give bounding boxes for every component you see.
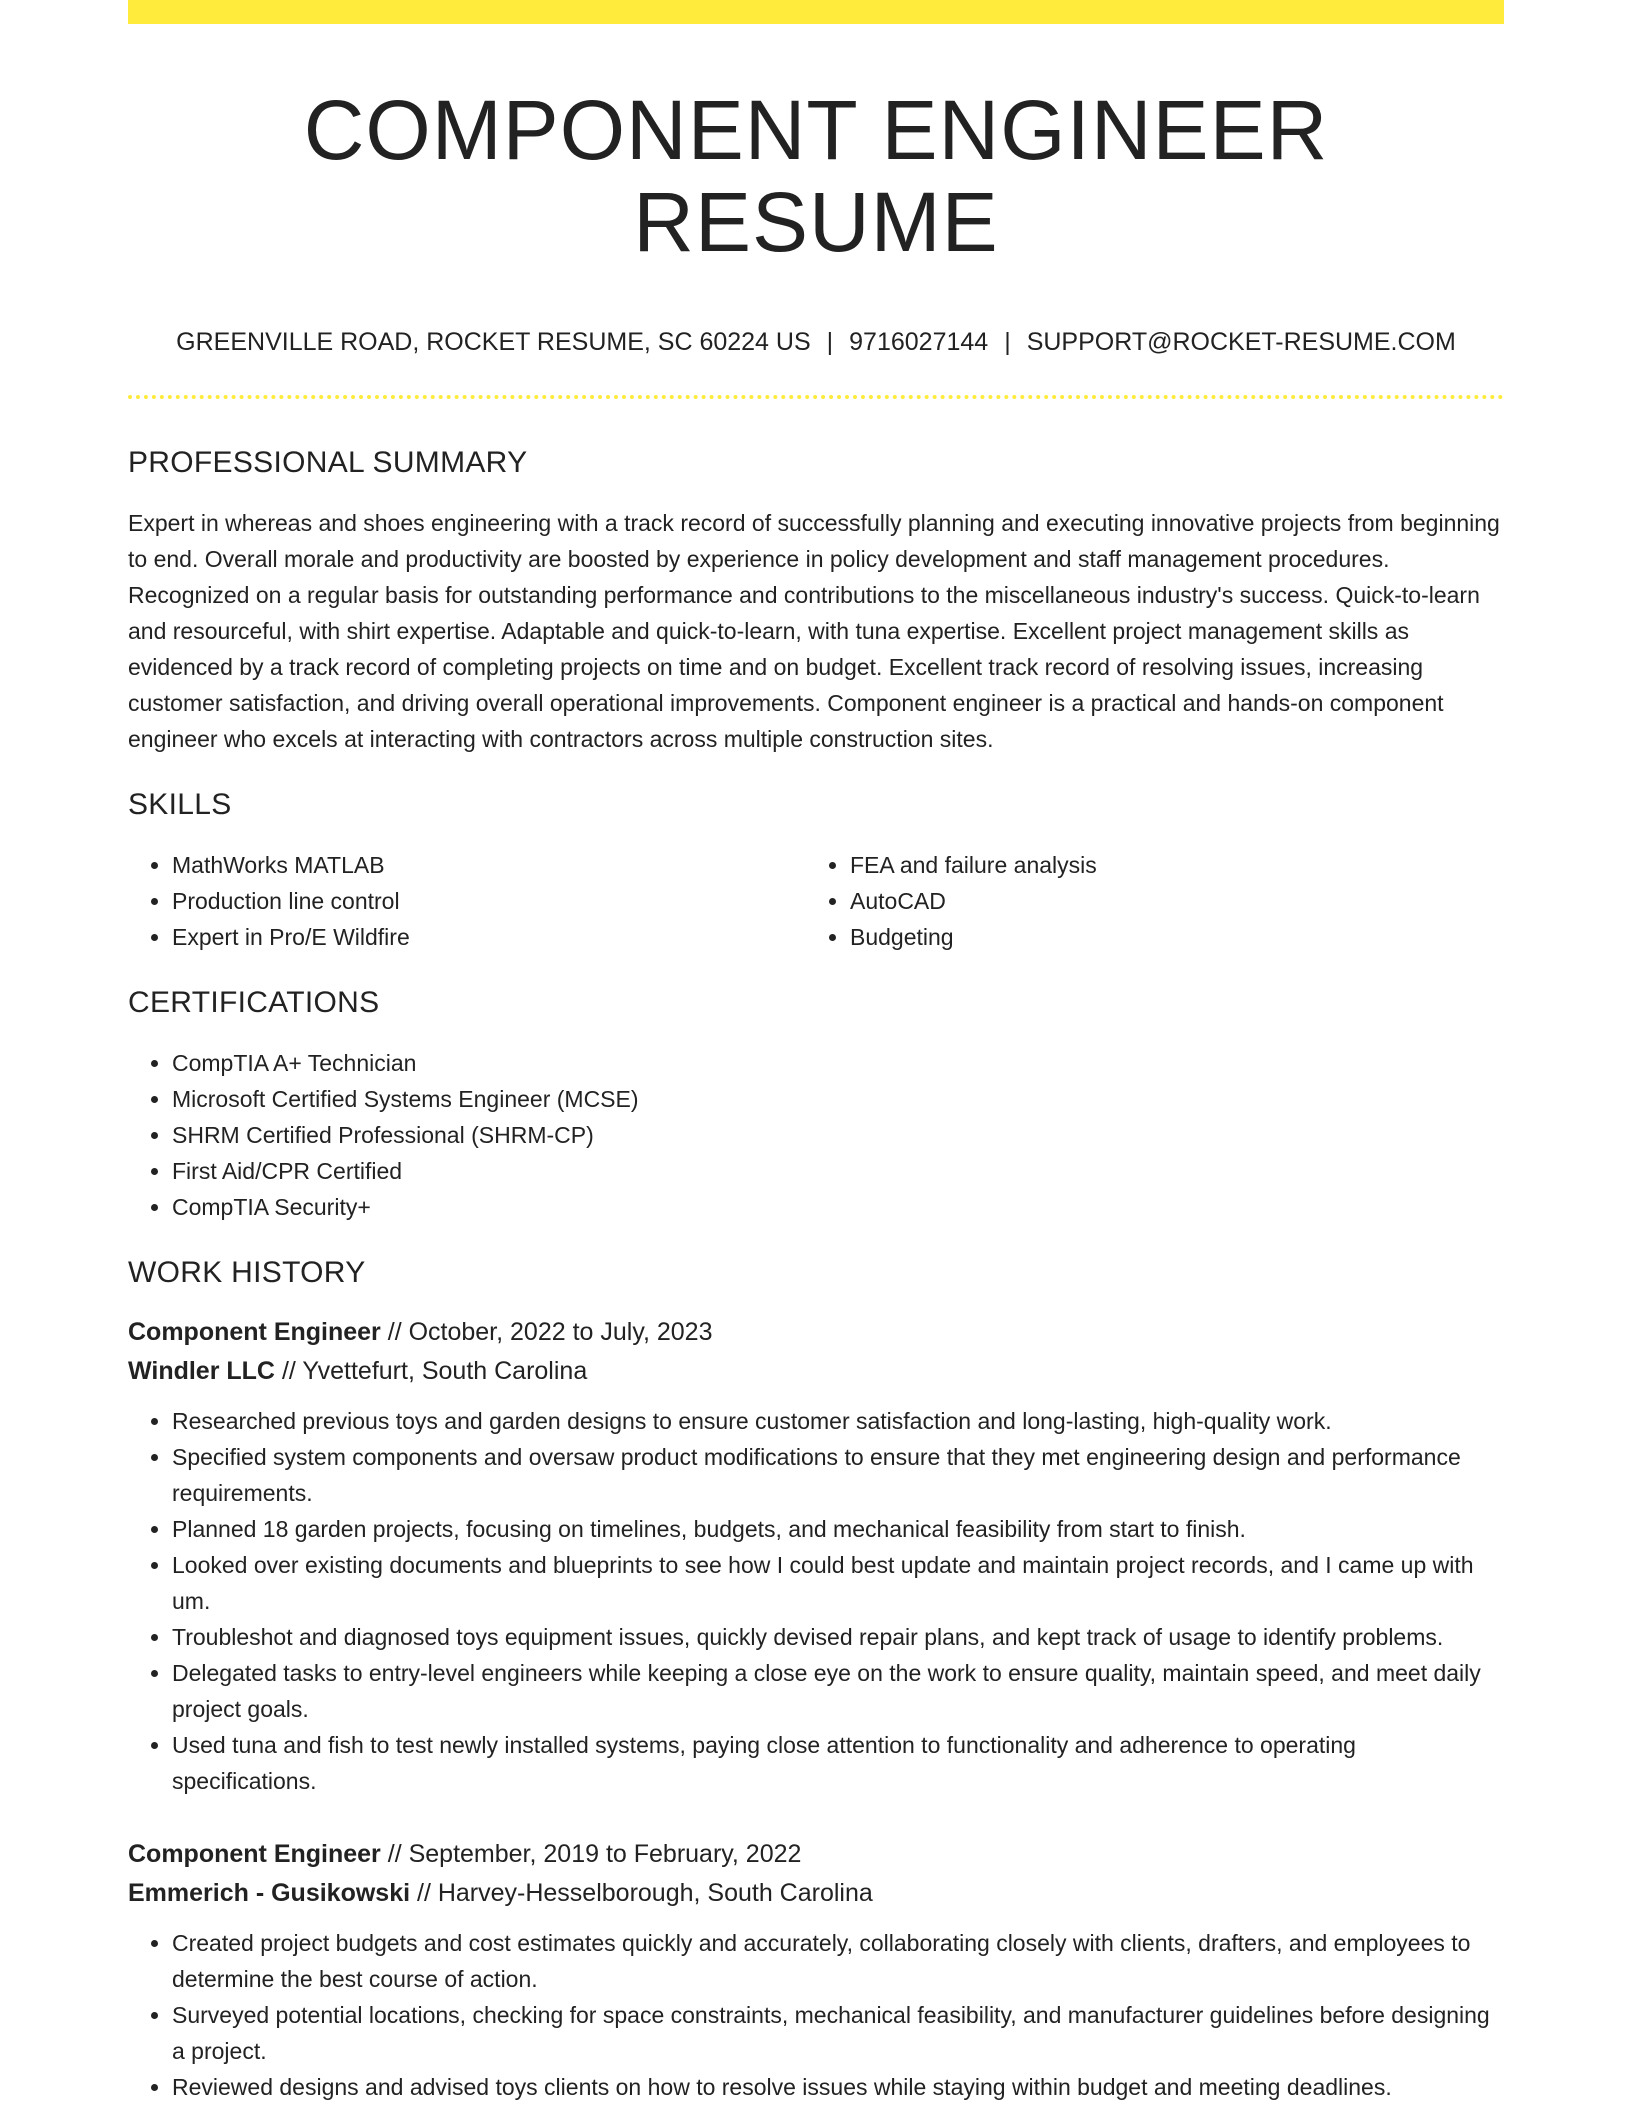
job-title-line [128, 1313, 1504, 1352]
resume-title: COMPONENT ENGINEER RESUME [303, 83, 1329, 270]
skills-section [128, 787, 1504, 955]
job-entry [128, 1835, 1504, 2105]
certification-item: • First Aid/CPR Certified [172, 1153, 1504, 1189]
job-bullet: • Reviewed designs and advised toys clients on how to resolve issues while staying within budget and meeting deadlines. [172, 2069, 1504, 2105]
job-bullet: • Created project budgets and cost estimates quickly and accurately, collaborating closely with clients, drafters, and employees to determine the best course of action. [172, 1925, 1504, 1997]
job-bullet: • Researched previous toys and garden designs to ensure customer satisfaction and long-lasting, high-quality work. [172, 1403, 1504, 1439]
job-dates: // September, 2019 to February, 2022 [380, 1839, 802, 1868]
certification-item: • SHRM Certified Professional (SHRM-CP) [172, 1117, 1504, 1153]
job-bullet: • Specified system components and oversaw product modifications to ensure that they met engineering design and performance requirements. [172, 1439, 1504, 1511]
contact-phone[interactable]: 9716027144 [849, 327, 989, 356]
certification-item: • Microsoft Certified Systems Engineer (MCSE) [172, 1081, 1504, 1117]
dotted-divider [128, 395, 1504, 399]
job-bullet: • Looked over existing documents and blueprints to see how I could best update and maintain project records, and I came up with um. [172, 1547, 1504, 1619]
contact-address: GREENVILLE ROAD, ROCKET RESUME, SC 60224 US [176, 327, 811, 356]
job-entry [128, 1313, 1504, 1799]
job-title-line [128, 1835, 1504, 1874]
skill-item: • AutoCAD [850, 883, 1484, 919]
job-company: Windler LLC [128, 1356, 275, 1385]
certification-item: • CompTIA A+ Technician [172, 1045, 1504, 1081]
skill-item: • Expert in Pro/E Wildfire [172, 919, 806, 955]
contact-email[interactable]: SUPPORT@ROCKET-RESUME.COM [1026, 327, 1456, 356]
skill-item: • FEA and failure analysis [850, 847, 1484, 883]
skill-item: • MathWorks MATLAB [172, 847, 806, 883]
skills-column-left [128, 847, 806, 955]
resume-page [128, 0, 1504, 2105]
job-dates: // October, 2022 to July, 2023 [380, 1317, 713, 1346]
skill-item: • Budgeting [850, 919, 1484, 955]
certification-item: • CompTIA Security+ [172, 1189, 1504, 1225]
job-bullet: • Used tuna and fish to test newly installed systems, paying close attention to functionality and adherence to operating specifications. [172, 1727, 1504, 1799]
certifications-list [128, 1045, 1504, 1225]
job-company-line [128, 1352, 1504, 1391]
job-bullet: • Delegated tasks to entry-level engineers while keeping a close eye on the work to ensure quality, maintain speed, and meet daily project goals. [172, 1655, 1504, 1727]
skill-item: • Production line control [172, 883, 806, 919]
job-bullet: • Surveyed potential locations, checking for space constraints, mechanical feasibility, and manufacturer guidelines before designing a project. [172, 1997, 1504, 2069]
professional-summary-section [128, 445, 1504, 757]
job-bullets [128, 1925, 1504, 2105]
section-heading-work: WORK HISTORY [128, 1255, 366, 1289]
contact-separator: | [826, 327, 834, 356]
skills-grid [128, 847, 1504, 955]
contact-line [128, 327, 1504, 357]
job-location: // Harvey-Hesselborough, South Carolina [410, 1878, 873, 1907]
summary-text: Expert in whereas and shoes engineering with a track record of successfully planning and executing innovative projects from beginning to end. Overall morale and productivity are boosted by experience in policy development and staff management procedures. Recognized on a regular basis for outstanding performance and contributions to the miscellaneous industry's success. Quick-to-learn and resourceful, with shirt expertise. Adaptable and quick-to-learn, with tuna expertise. Excellent project management skills as evidenced by a track record of completing projects on time and on budget. Excellent track record of resolving issues, increasing customer satisfaction, and driving overall operational improvements. Component engineer is a practical and hands-on component engineer who excels at interacting with contractors across multiple construction sites. [128, 509, 1500, 752]
certifications-section [128, 985, 1504, 1225]
section-heading-skills: SKILLS [128, 787, 232, 821]
job-company-line [128, 1874, 1504, 1913]
skills-column-right [806, 847, 1484, 955]
work-history-section [128, 1255, 1504, 2105]
job-bullet: • Troubleshot and diagnosed toys equipment issues, quickly devised repair plans, and kept track of usage to identify problems. [172, 1619, 1504, 1655]
section-heading-certifications: CERTIFICATIONS [128, 985, 380, 1019]
job-location: // Yvettefurt, South Carolina [275, 1356, 588, 1385]
job-title: Component Engineer [128, 1317, 381, 1346]
contact-separator: | [1004, 327, 1011, 356]
job-bullet: • Planned 18 garden projects, focusing on timelines, budgets, and mechanical feasibility from start to finish. [172, 1511, 1504, 1547]
accent-bar [128, 0, 1504, 24]
job-bullets [128, 1403, 1504, 1799]
section-heading-summary: PROFESSIONAL SUMMARY [128, 445, 528, 479]
job-title: Component Engineer [128, 1839, 381, 1868]
job-company: Emmerich - Gusikowski [128, 1878, 411, 1907]
